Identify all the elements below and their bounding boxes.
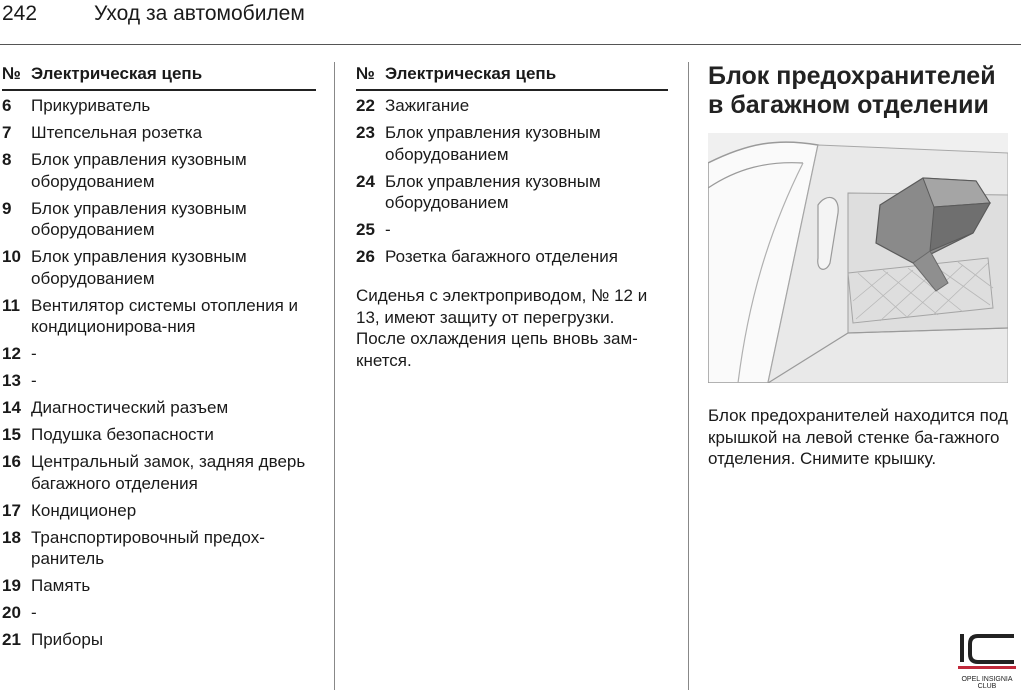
fuse-number: 24 xyxy=(356,171,375,191)
fuse-number: 25 xyxy=(356,220,375,239)
table-row xyxy=(2,295,316,344)
table-row xyxy=(2,122,316,149)
table-header-circuit: Электрическая цепь xyxy=(31,64,203,83)
table-header-number: № xyxy=(2,64,21,83)
circuit-name: Память xyxy=(31,576,91,595)
circuit-name: Вентилятор системы отопления и кондиционирова-ния xyxy=(31,295,299,336)
column-divider xyxy=(334,62,335,690)
fuse-number: 9 xyxy=(2,198,12,218)
page-number: 242 xyxy=(2,2,38,25)
table-row xyxy=(2,424,316,451)
logo-text-line-2: CLUB xyxy=(977,683,997,690)
opel-insignia-club-logo xyxy=(956,632,1018,690)
table-row xyxy=(2,527,316,576)
logo-text-line-1: OPEL INSIGNIA xyxy=(961,676,1013,683)
circuit-name: Зажигание xyxy=(385,96,470,115)
table-row xyxy=(2,575,316,602)
section-body: Блок предохранителей находится под крышкой на левой стенке ба-гажного отделения. Снимите крышку. xyxy=(708,406,1008,468)
table-row xyxy=(356,95,668,122)
header-rule xyxy=(0,44,1021,45)
circuit-name: Блок управления кузовным оборудованием xyxy=(385,171,601,212)
circuit-name: Блок управления кузовным оборудованием xyxy=(31,247,247,288)
table-row xyxy=(2,149,316,198)
trunk-fusebox-illustration xyxy=(708,133,1008,383)
fuse-number: 20 xyxy=(2,603,21,622)
circuit-name: Прикуриватель xyxy=(31,96,151,115)
circuit-name: Блок управления кузовным оборудованием xyxy=(385,123,601,164)
fuse-number: 22 xyxy=(356,96,375,115)
fuse-number: 8 xyxy=(2,150,12,169)
page-title: Уход за автомобилем xyxy=(94,2,305,25)
fuse-number: 17 xyxy=(2,500,21,520)
circuit-name: Блок управления кузовным оборудованием xyxy=(31,150,247,191)
fuse-table xyxy=(2,95,316,656)
circuit-name: Розетка багажного отделения xyxy=(385,247,619,266)
fuse-number: 26 xyxy=(356,247,375,266)
fuse-number: 13 xyxy=(2,371,21,390)
table-row xyxy=(2,602,316,629)
column-divider xyxy=(688,62,689,690)
table-row xyxy=(2,343,316,370)
trunk-fuse-section xyxy=(708,62,1008,487)
fuse-number: 6 xyxy=(2,96,12,115)
table-header-number: № xyxy=(356,64,375,83)
circuit-name: - xyxy=(31,603,37,622)
page-header xyxy=(0,0,1021,46)
table-header-circuit: Электрическая цепь xyxy=(385,64,557,83)
table-row xyxy=(2,397,316,424)
fuse-number: 19 xyxy=(2,576,21,595)
fuse-number: 11 xyxy=(2,295,20,315)
circuit-name: Транспортировочный предох-ранитель xyxy=(31,527,265,568)
power-seats-note: Сиденья с электроприводом, № 12 и 13, имеют защиту от перегрузки. После охлаждения цепь вновь зам-кнется. xyxy=(356,286,648,370)
fuse-number: 10 xyxy=(2,247,21,266)
table-row xyxy=(356,171,668,220)
logo-text xyxy=(956,676,1018,690)
fuse-table xyxy=(356,95,668,273)
circuit-name: - xyxy=(31,371,37,390)
fuse-number: 18 xyxy=(2,527,21,547)
fuse-table-column-1 xyxy=(2,62,316,656)
table-row xyxy=(2,500,316,527)
table-row xyxy=(356,122,668,171)
trunk-illustration-svg xyxy=(708,133,1008,383)
table-row xyxy=(2,246,316,295)
fuse-number: 21 xyxy=(2,630,21,649)
table-row xyxy=(2,198,316,247)
table-header xyxy=(356,62,668,91)
circuit-name: - xyxy=(385,220,391,239)
table-row xyxy=(2,629,316,656)
fuse-number: 7 xyxy=(2,123,12,142)
fuse-number: 12 xyxy=(2,344,21,363)
fuse-table-column-2 xyxy=(356,62,668,388)
circuit-name: Диагностический разъем xyxy=(31,398,229,417)
fuse-number: 14 xyxy=(2,398,21,417)
table-row xyxy=(2,95,316,122)
table-row xyxy=(2,370,316,397)
fuse-number: 15 xyxy=(2,425,21,444)
section-heading: Блок предохранителей в багажном отделении xyxy=(708,62,996,119)
table-row xyxy=(356,246,668,273)
fuse-number: 16 xyxy=(2,452,21,471)
table-row xyxy=(2,451,316,500)
circuit-name: Подушка безопасности xyxy=(31,425,214,444)
circuit-name: Приборы xyxy=(31,630,104,649)
circuit-name: Штепсельная розетка xyxy=(31,123,203,142)
table-row xyxy=(356,219,668,246)
circuit-name: Блок управления кузовным оборудованием xyxy=(31,198,247,239)
fuse-number: 23 xyxy=(356,123,375,142)
circuit-name: Кондиционер xyxy=(31,500,137,520)
table-header xyxy=(2,62,316,91)
circuit-name: - xyxy=(31,344,37,363)
circuit-name: Центральный замок, задняя дверь багажного отделения xyxy=(31,452,306,493)
club-logo-icon xyxy=(956,632,1018,674)
